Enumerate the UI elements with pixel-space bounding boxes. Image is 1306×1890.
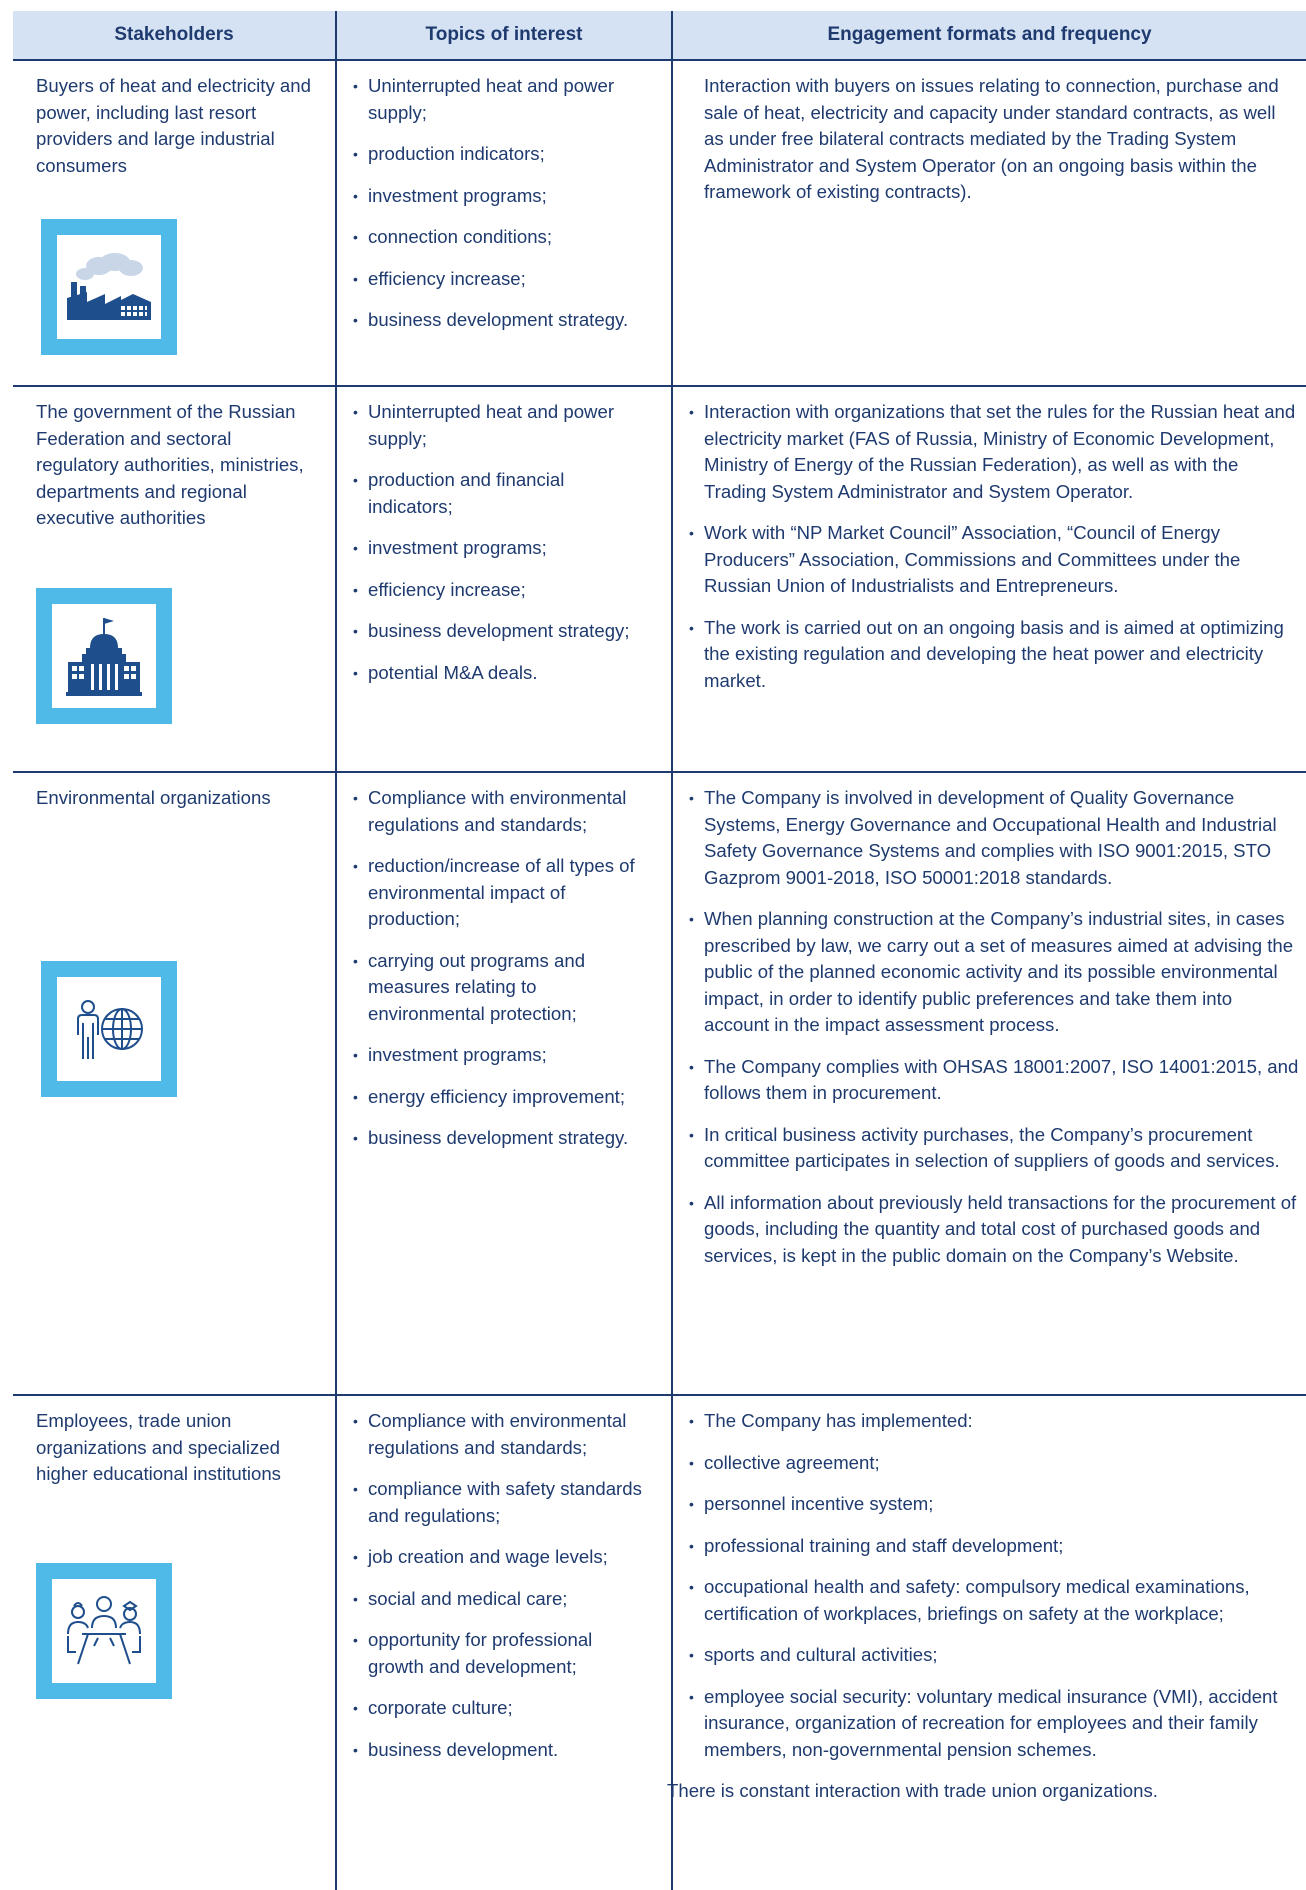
list-item: • Compliance with environmental regulations and standards; [353,785,653,838]
list-item: • business development strategy. [353,1125,653,1152]
header-engagement: Engagement formats and frequency [673,11,1306,59]
engagement-cell [689,785,1299,1284]
list-item: • personnel incentive system; [689,1491,1299,1518]
engagement-cell [689,73,1299,206]
list-item: • potential M&A deals. [353,660,653,687]
table-row [13,385,1306,771]
list-item: • business development strategy. [353,307,653,334]
list-item: • efficiency increase; [353,266,653,293]
list-item: • professional training and staff development; [689,1533,1299,1560]
list-item: • connection conditions; [353,224,653,251]
list-item: • investment programs; [353,183,653,210]
people-meeting-icon [36,1563,172,1699]
list-item: • opportunity for professional growth and development; [353,1627,653,1680]
stakeholder-name: Buyers of heat and electricity and power, including last resort providers and large industrial consumers [36,75,311,176]
stakeholder-name: The government of the Russian Federation and sectoral regulatory authorities, ministries, departments and regional executive authorities [36,401,304,528]
table-row [13,1394,1306,1890]
list-item: • corporate culture; [353,1695,653,1722]
list-item: • business development. [353,1737,653,1764]
list-item: • compliance with safety standards and regulations; [353,1476,653,1529]
list-item: • collective agreement; [689,1450,1299,1477]
topics-cell [353,73,653,349]
header-topics: Topics of interest [337,11,671,59]
engagement-cell [689,399,1299,709]
stakeholder-name: Employees, trade union organizations and specialized higher educational institutions [36,1410,281,1484]
list-item: • All information about previously held transactions for the procurement of goods, including the quantity and total cost of purchased goods and services, is kept in the public domain on the Company’s Website. [689,1190,1299,1270]
list-item: • The Company complies with OHSAS 18001:2007, ISO 14001:2015, and follows them in procurement. [689,1054,1299,1107]
engagement-cell [667,1408,1299,1805]
list-item: • efficiency increase; [353,577,653,604]
list-item: • carrying out programs and measures relating to environmental protection; [353,948,653,1028]
government-building-icon [36,588,172,724]
topics-cell [353,1408,653,1778]
list-item: • social and medical care; [353,1586,653,1613]
stakeholder-cell [36,399,316,532]
engagement-text: Interaction with buyers on issues relating to connection, purchase and sale of heat, electricity and capacity under standard contracts, as well as under free bilateral contracts mediated by the Trading System Administrator and System Operator (on an ongoing basis within the framework of existing contracts). [704,75,1279,202]
list-item: • Work with “NP Market Council” Association, “Council of Energy Producers” Association, Commissions and Committees under the Russian Union of Industrialists and Entrepreneurs. [689,520,1299,600]
list-item: • The Company is involved in development of Quality Governance Systems, Energy Governance and Occupational Health and Industrial Safety Governance Systems and complies with ISO 9001:2015, STO Gazprom 9001-2018, ISO 50001:2018 standards. [689,785,1299,891]
list-item: • investment programs; [353,1042,653,1069]
topics-cell [353,399,653,701]
list-item: • job creation and wage levels; [353,1544,653,1571]
list-item: • business development strategy; [353,618,653,645]
list-item: • Uninterrupted heat and power supply; [353,73,653,126]
list-item: • production and financial indicators; [353,467,653,520]
list-item: • When planning construction at the Company’s industrial sites, in cases prescribed by law, we carry out a set of measures aimed at advising the public of the planned economic activity and its possible environmental impact, in order to identify public preferences and take them into account in the impact assessment process. [689,906,1299,1039]
list-item: • energy efficiency improvement; [353,1084,653,1111]
stakeholder-cell [36,785,316,812]
list-item: • employee social security: voluntary medical insurance (VMI), accident insurance, organization of recreation for employees and their family members, non-governmental pension schemes. [689,1684,1299,1764]
stakeholder-name: Environmental organizations [36,787,271,808]
table-row [13,771,1306,1394]
topics-cell [353,785,653,1167]
list-item: • production indicators; [353,141,653,168]
stakeholder-cell [36,73,316,179]
stakeholder-cell [36,1408,316,1488]
header-stakeholders: Stakeholders [13,11,335,59]
list-item: • sports and cultural activities; [689,1642,1299,1669]
list-item: • Interaction with organizations that set the rules for the Russian heat and electricity market (FAS of Russia, Ministry of Economic Development, Ministry of Energy of the Russian Federation), as well as with the Trading System Administrator and System Operator. [689,399,1299,505]
list-item: • In critical business activity purchases, the Company’s procurement committee participates in selection of suppliers of goods and services. [689,1122,1299,1175]
table-row [13,59,1306,385]
list-item: • Uninterrupted heat and power supply; [353,399,653,452]
factory-icon [41,219,177,355]
person-globe-icon [41,961,177,1097]
list-item: • occupational health and safety: compulsory medical examinations, certification of workplaces, briefings on safety at the workplace; [689,1574,1299,1627]
list-item: • reduction/increase of all types of environmental impact of production; [353,853,653,933]
list-item: • The Company has implemented: [689,1408,1299,1435]
engagement-note: There is constant interaction with trade union organizations. [667,1780,1158,1801]
list-item: • investment programs; [353,535,653,562]
list-item: • The work is carried out on an ongoing basis and is aimed at optimizing the existing regulation and developing the heat power and electricity market. [689,615,1299,695]
stakeholders-table [13,11,1306,1890]
list-item: • Compliance with environmental regulations and standards; [353,1408,653,1461]
